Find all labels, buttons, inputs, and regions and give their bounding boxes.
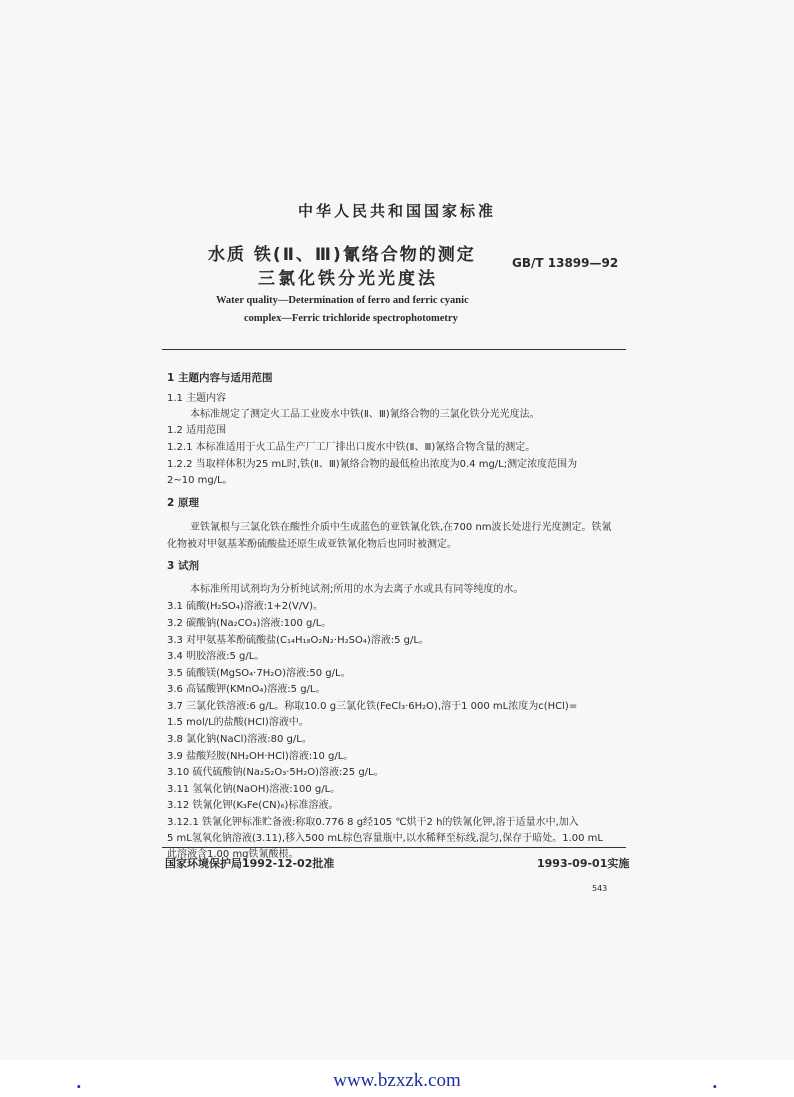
body-line: 此溶液含1.00 mg铁氰酸根。 xyxy=(167,849,299,860)
body-line: 5 mL氢氧化钠溶液(3.11),移入500 mL棕色容量瓶中,以水稀释至标线,混匀,保存于暗处。1.00 mL xyxy=(167,833,603,844)
body-line: 1.2 适用范围 xyxy=(167,425,227,436)
right-dot: . xyxy=(712,1073,718,1092)
body-line: 本标准所用试剂均为分析纯试剂;所用的水为去离子水或具有同等纯度的水。 xyxy=(190,584,524,595)
body-line: 3.2 碳酸钠(Na₂CO₃)溶液:100 g/L。 xyxy=(167,618,332,629)
body-line: 1.2.1 本标准适用于火工品生产厂工厂排出口废水中铁(Ⅱ、Ⅲ)氰络合物含量的测定。 xyxy=(167,442,536,453)
body-line: 化物被对甲氨基苯酚硫酸盐还原生成亚铁氰化物后也同时被测定。 xyxy=(167,539,457,550)
standard-code: GB/T 13899—92 xyxy=(512,256,619,270)
body-line: 2~10 mg/L。 xyxy=(167,475,233,486)
english-title-line-2: complex—Ferric trichloride spectrophotometry xyxy=(244,313,458,324)
footer-divider xyxy=(162,847,626,848)
body-line: 1.1 主题内容 xyxy=(167,393,227,404)
body-line: 3.7 三氯化铁溶液:6 g/L。称取10.0 g三氯化铁(FeCl₃·6H₂O),溶于1 000 mL浓度为c(HCl)= xyxy=(167,701,578,712)
english-title-line-1: Water quality—Determination of ferro and ferric cyanic xyxy=(216,295,469,306)
body-line: 3.6 高锰酸钾(KMnO₄)溶液:5 g/L。 xyxy=(167,684,326,695)
page-number: 543 xyxy=(592,884,608,893)
section-heading: 2 原理 xyxy=(167,497,199,509)
title-line-2: 三氯化铁分光光度法 xyxy=(258,269,438,289)
body-line: 亚铁氰根与三氯化铁在酸性介质中生成蓝色的亚铁氰化铁,在700 nm波长处进行光度测定。铁氰 xyxy=(190,522,612,533)
body-line: 3.11 氢氧化钠(NaOH)溶液:100 g/L。 xyxy=(167,784,341,795)
body-line: 3.12.1 铁氰化钾标准贮备液:称取0.776 8 g经105 ℃烘干2 h的铁氰化钾,溶于适量水中,加入 xyxy=(167,817,579,828)
body-line: 3.12 铁氰化钾(K₃Fe(CN)₆)标准溶液。 xyxy=(167,800,339,811)
header-divider xyxy=(162,349,626,350)
left-dot: . xyxy=(76,1073,82,1092)
body-line: 3.10 硫代硫酸钠(Na₂S₂O₃·5H₂O)溶液:25 g/L。 xyxy=(167,767,384,778)
body-line: 1.5 mol/L的盐酸(HCl)溶液中。 xyxy=(167,717,309,728)
body-line: 本标准规定了测定火工品工业废水中铁(Ⅱ、Ⅲ)氰络合物的三氯化铁分光光度法。 xyxy=(190,409,540,420)
section-heading: 1 主题内容与适用范围 xyxy=(167,372,273,384)
body-line: 3.1 硫酸(H₂SO₄)溶液:1+2(V/V)。 xyxy=(167,601,323,612)
body-line: 3.3 对甲氨基苯酚硫酸盐(C₁₄H₁₈O₂N₂·H₂SO₄)溶液:5 g/L。 xyxy=(167,635,429,646)
body-line: 3.9 盐酸羟胺(NH₂OH·HCl)溶液:10 g/L。 xyxy=(167,751,354,762)
national-standard-heading: 中华人民共和国国家标准 xyxy=(297,202,496,220)
body-line: 3.5 硫酸镁(MgSO₄·7H₂O)溶液:50 g/L。 xyxy=(167,668,351,679)
body-line: 1.2.2 当取样体积为25 mL时,铁(Ⅱ、Ⅲ)氰络合物的最低检出浓度为0.4 mg/L;测定浓度范围为 xyxy=(167,459,578,470)
approval-line: 国家环境保护局1992-12-02批准 xyxy=(165,857,335,870)
title-line-1: 水质 铁(Ⅱ、Ⅲ)氰络合物的测定 xyxy=(208,245,476,265)
website-link[interactable]: www.bzxzk.com xyxy=(333,1070,461,1091)
section-heading: 3 试剂 xyxy=(167,560,199,572)
implementation-date: 1993-09-01实施 xyxy=(537,857,630,870)
body-line: 3.8 氯化钠(NaCl)溶液:80 g/L。 xyxy=(167,734,312,745)
body-line: 3.4 明胶溶液:5 g/L。 xyxy=(167,651,265,662)
